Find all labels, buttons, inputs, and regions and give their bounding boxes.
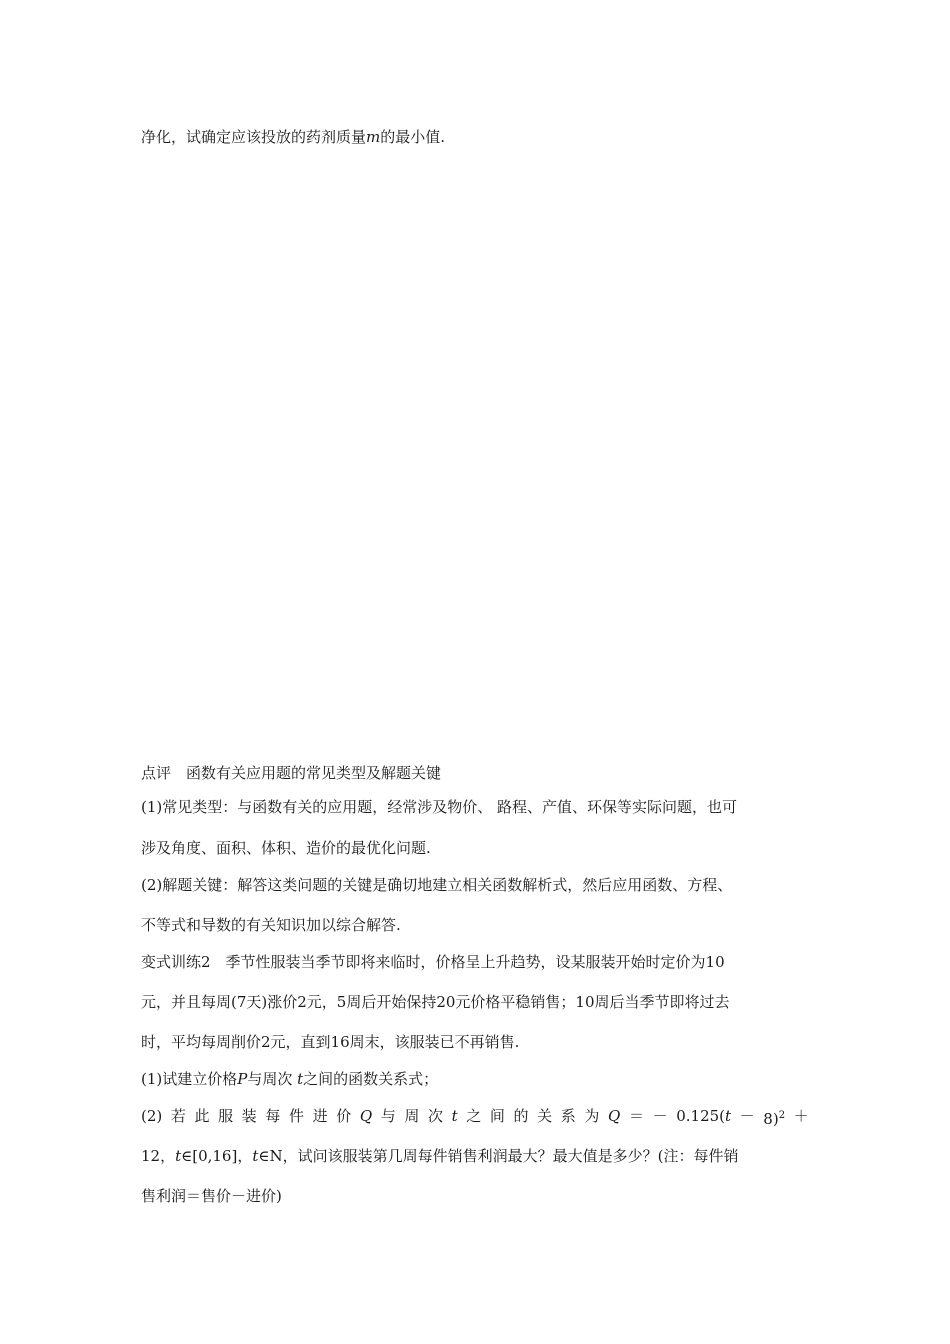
q2-token: (2) bbox=[141, 1107, 163, 1125]
top-line bbox=[141, 127, 445, 147]
q2-token: 件 bbox=[288, 1107, 304, 1125]
q1-text-b: 与周次 bbox=[247, 1070, 293, 1088]
q2-token: 次 bbox=[428, 1107, 444, 1125]
q2-token: 进 bbox=[312, 1107, 328, 1125]
q2-token: 的 bbox=[513, 1107, 529, 1125]
comment-p2-line1: (2)解题关键：解答这类问题的关键是确切地建立相关函数解析式，然后应用函数、方程、 bbox=[141, 876, 733, 894]
question-2-line3: 售利润＝售价－进价) bbox=[141, 1187, 282, 1205]
q2-text-b: ∈[0,16]， bbox=[181, 1147, 253, 1165]
top-text-a: 净化，试确定应该投放的药剂质量 bbox=[141, 128, 367, 146]
question-2-line1 bbox=[141, 1106, 809, 1129]
q1-text-c: 之间的函数关系式； bbox=[303, 1070, 439, 1088]
q2-token: 周 bbox=[404, 1107, 420, 1125]
q2-token: － bbox=[652, 1107, 668, 1125]
exercise-line3: 时，平均每周削价2元，直到16周末，该服装已不再销售. bbox=[141, 1033, 520, 1051]
q2-token: 每 bbox=[265, 1107, 281, 1125]
q2-token: 价 bbox=[336, 1107, 352, 1125]
comment-p1-line1: (1)常见类型：与函数有关的应用题，经常涉及物价、 路程、产值、环保等实际问题，也可 bbox=[141, 798, 738, 816]
q1-text-a: (1)试建立价格 bbox=[141, 1070, 238, 1088]
q2-token: Q bbox=[359, 1107, 373, 1125]
q2-token: ＝ bbox=[628, 1107, 644, 1125]
q2-token: 与 bbox=[380, 1107, 396, 1125]
var-p: P bbox=[237, 1070, 248, 1088]
q2-token: 关 bbox=[537, 1107, 553, 1125]
q2-token: 装 bbox=[241, 1107, 257, 1125]
q2-token: 0.125(t bbox=[676, 1107, 732, 1125]
q2-token: ＋ bbox=[793, 1107, 809, 1125]
q2-token: Q bbox=[608, 1107, 621, 1125]
q2-token: 之 bbox=[466, 1107, 482, 1125]
q2-token: 服 bbox=[218, 1107, 234, 1125]
comment-heading: 点评 函数有关应用题的常见类型及解题关键 bbox=[141, 764, 442, 782]
var-t-2: t bbox=[252, 1147, 259, 1165]
var-t-1: t bbox=[175, 1147, 182, 1165]
top-text-b: 的最小值. bbox=[380, 128, 446, 146]
var-m: m bbox=[366, 128, 381, 146]
exercise-line1: 变式训练2 季节性服装当季节即将来临时，价格呈上升趋势，设某服装开始时定价为10 bbox=[141, 953, 725, 971]
q2-text-a: 12， bbox=[141, 1147, 176, 1165]
var-t: t bbox=[297, 1070, 304, 1088]
q2-token: 间 bbox=[489, 1107, 505, 1125]
q2-token: 为 bbox=[584, 1107, 600, 1125]
q2-token: － bbox=[739, 1107, 755, 1125]
q2-token: 8)$^2$ bbox=[763, 1110, 786, 1128]
comment-p1-line2: 涉及角度、面积、体积、造价的最优化问题. bbox=[141, 839, 431, 857]
q2-token: 若 bbox=[170, 1107, 186, 1125]
q2-token: 此 bbox=[194, 1107, 210, 1125]
question-2-line2 bbox=[141, 1146, 738, 1166]
q2-token: 系 bbox=[560, 1107, 576, 1125]
q2-token: t bbox=[451, 1107, 458, 1125]
exercise-line2: 元，并且每周(7天)涨价2元，5周后开始保持20元价格平稳销售；10周后当季节即将过去 bbox=[141, 993, 730, 1011]
question-1 bbox=[141, 1069, 438, 1089]
comment-p2-line2: 不等式和导数的有关知识加以综合解答. bbox=[141, 916, 401, 934]
q2-text-c: ∈N，试问该服装第几周每件销售利润最大？最大值是多少？(注：每件销 bbox=[258, 1147, 739, 1165]
